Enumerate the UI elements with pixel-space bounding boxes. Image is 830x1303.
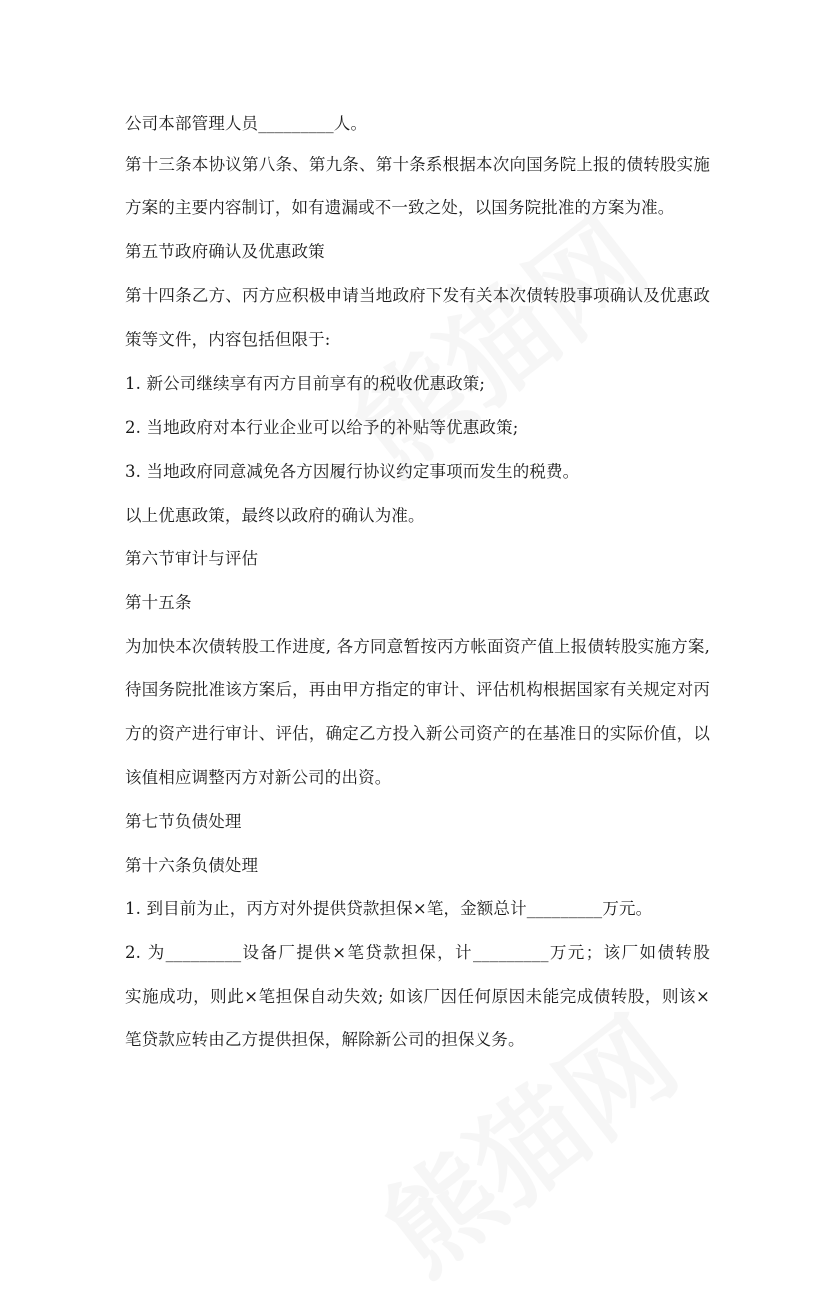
article-heading: 第十五条: [125, 593, 192, 612]
text-line: 方案的主要内容制订，如有遗漏或不一致之处，以国务院批准的方案为准。: [125, 198, 675, 217]
text-line: 公司本部管理人员_________人。: [125, 114, 368, 133]
watermark-lower: [346, 975, 703, 1303]
text-line: 第十三条本协议第八条、第九条、第十条系根据本次向国务院上报的债转股实施: [125, 155, 710, 174]
list-item: 1. 到目前为止，丙方对外提供贷款担保×笔，金额总计_________万元。: [125, 899, 653, 918]
text-line: 方的资产进行审计、评估，确定乙方投入新公司资产的在基准日的实际价值，以: [125, 724, 710, 743]
text-line: 待国务院批准该方案后，再由甲方指定的审计、评估机构根据国家有关规定对丙: [125, 680, 710, 699]
section-heading: 第七节负债处理: [125, 812, 242, 831]
text-line: 策等文件，内容包括但限于:: [125, 330, 331, 349]
section-heading: 第五节政府确认及优惠政策: [125, 242, 325, 261]
list-item: 2. 为_________设备厂提供×笔贷款担保，计_________万元；该厂如债转股: [125, 943, 710, 962]
text-line: 以上优惠政策，最终以政府的确认为准。: [125, 506, 425, 525]
list-item: 2. 当地政府对本行业企业可以给予的补贴等优惠政策;: [125, 418, 519, 437]
text-line: 第十四条乙方、丙方应积极申请当地政府下发有关本次债转股事项确认及优惠政: [125, 286, 710, 305]
article-heading: 第十六条负债处理: [125, 856, 259, 875]
text-line: 笔贷款应转由乙方提供担保，解除新公司的担保义务。: [125, 1030, 525, 1049]
text-line: 该值相应调整丙方对新公司的出资。: [125, 768, 392, 787]
list-item: 3. 当地政府同意减免各方因履行协议约定事项而发生的税费。: [125, 462, 580, 481]
section-heading: 第六节审计与评估: [125, 549, 259, 568]
text-line: 实施成功，则此×笔担保自动失效; 如该厂因任何原因未能完成债转股，则该×: [125, 987, 710, 1006]
text-line: 为加快本次债转股工作进度, 各方同意暂按丙方帐面资产值上报债转股实施方案,: [125, 637, 710, 656]
list-item: 1. 新公司继续享有丙方目前享有的税收优惠政策;: [125, 374, 486, 393]
